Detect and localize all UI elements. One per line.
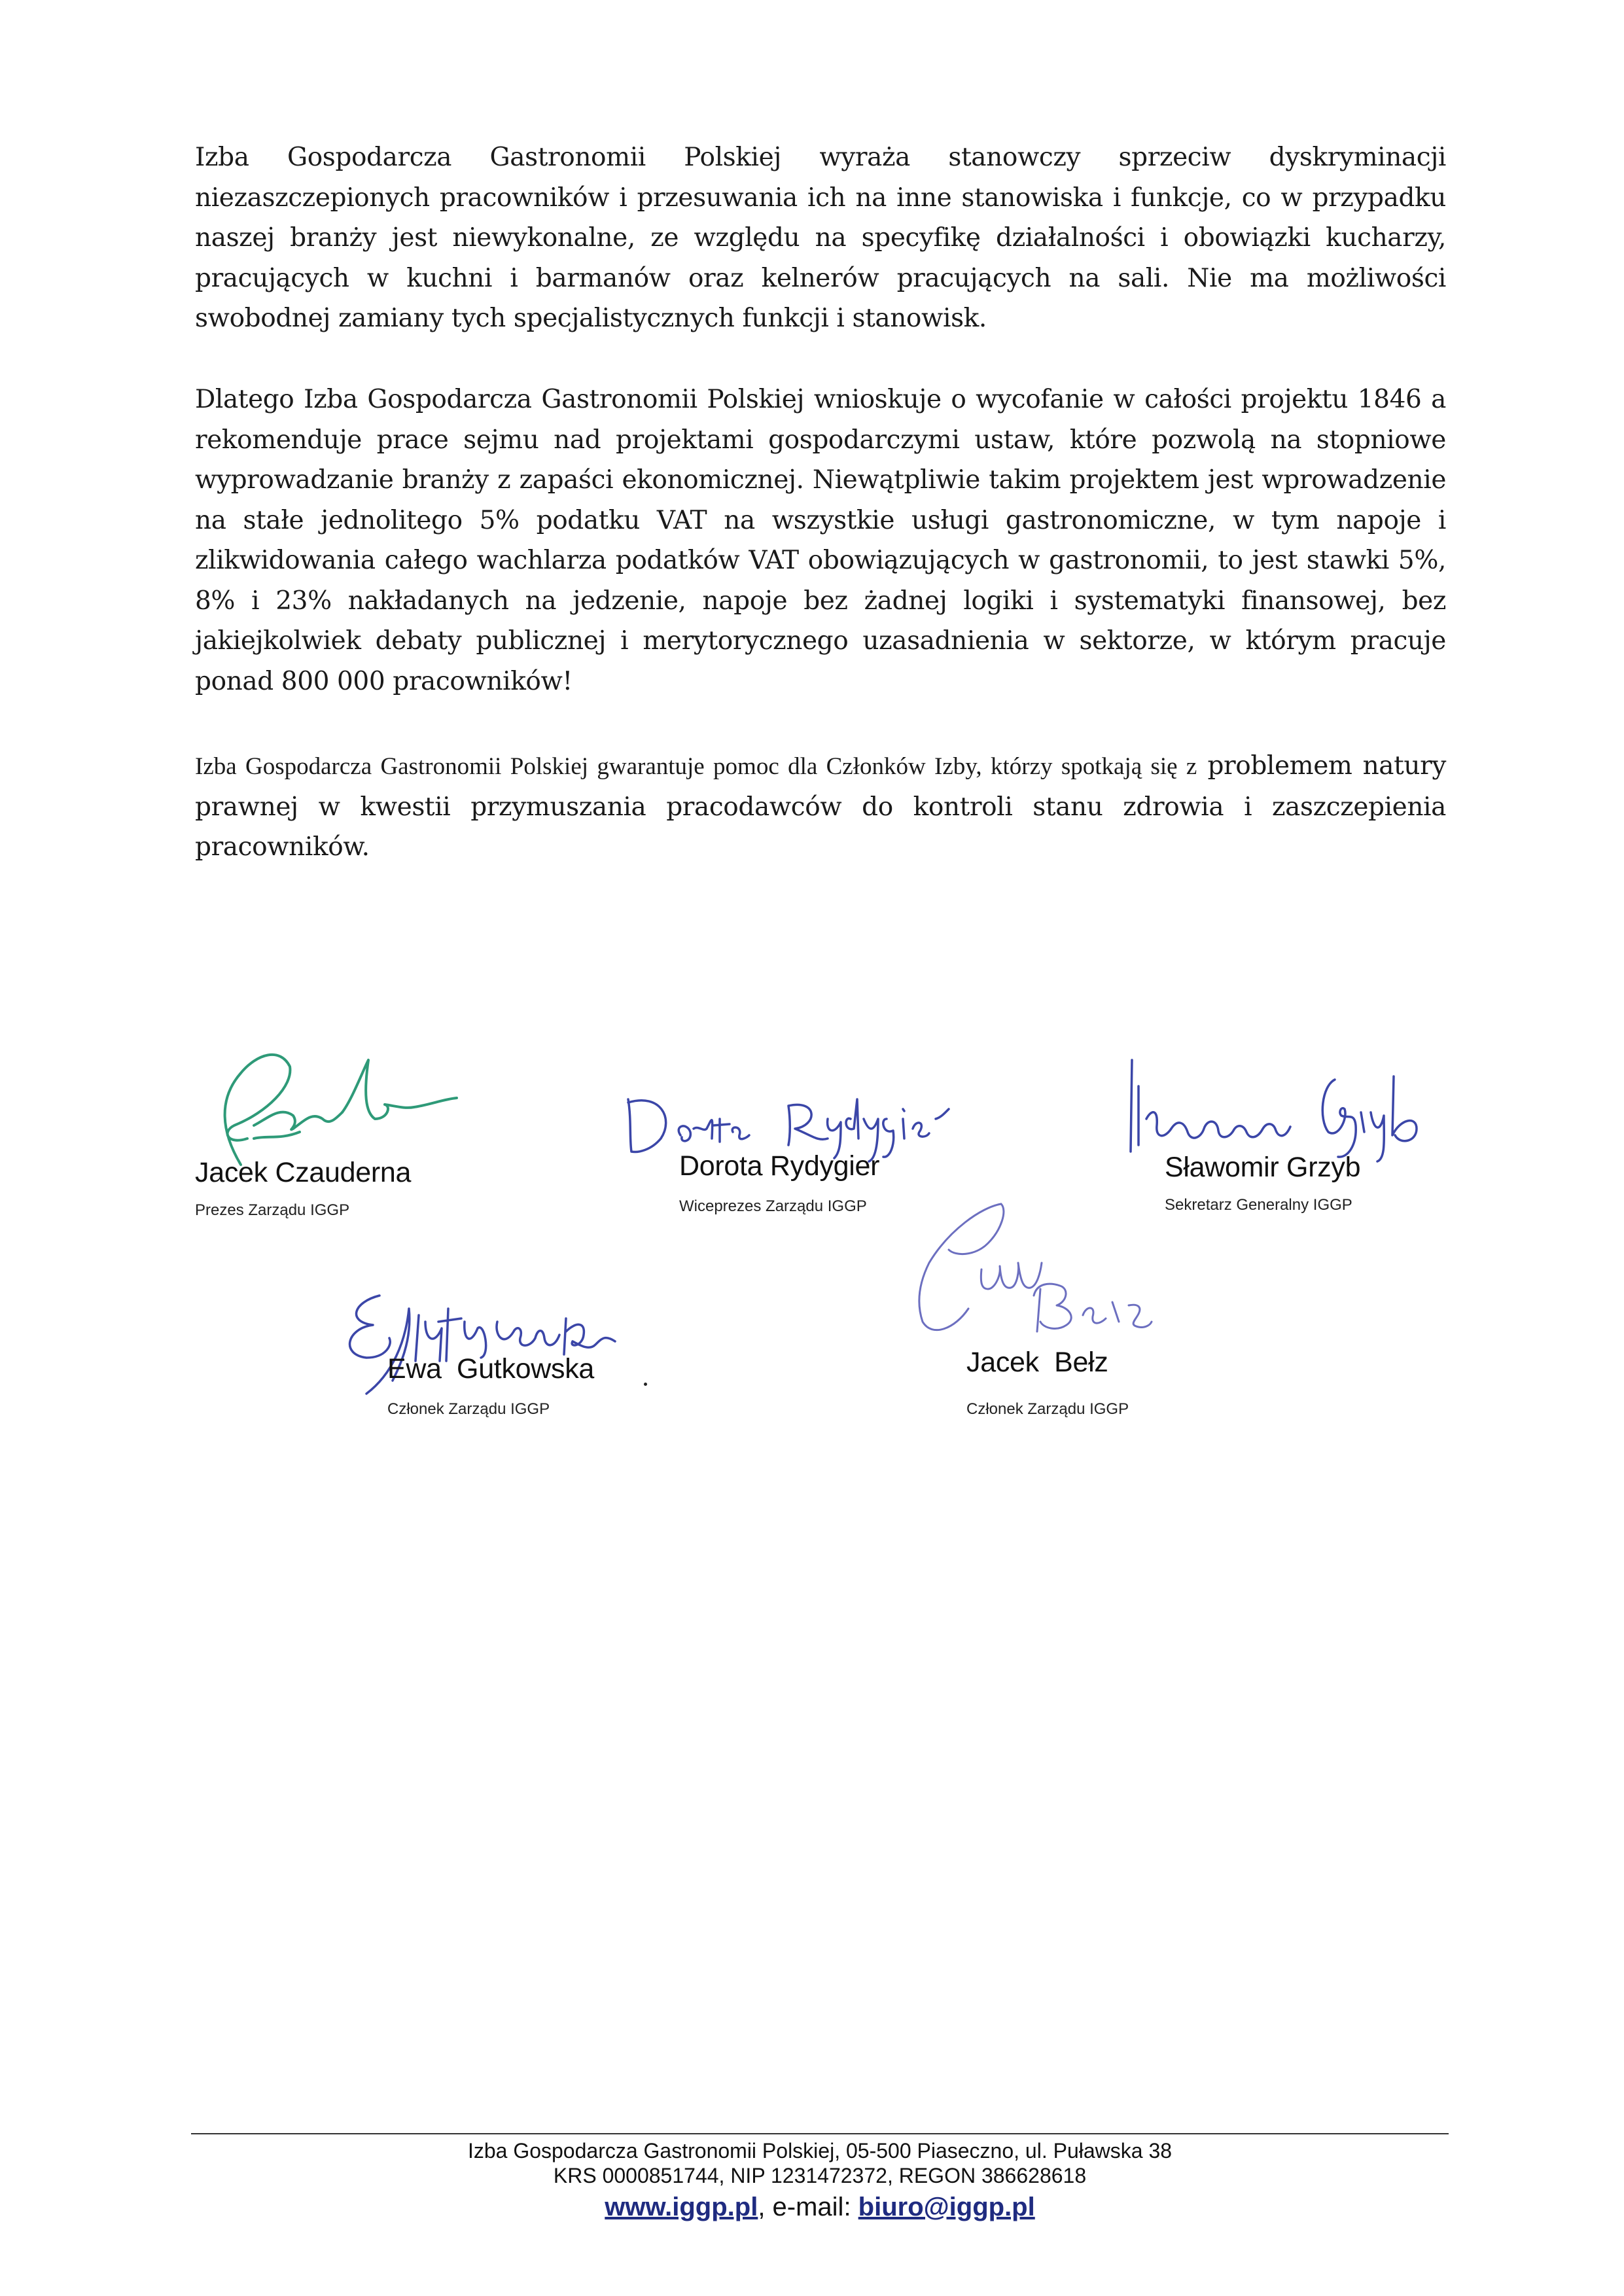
signatory-role-gutkowska: Członek Zarządu IGGP	[387, 1400, 550, 1418]
footer-address: Izba Gospodarcza Gastronomii Polskiej, 05-500 Piaseczno, ul. Puławska 38	[467, 2139, 1173, 2163]
paragraph-guarantee-line1: Izba Gospodarcza Gastronomii Polskiej gwarantuje pomoc dla Członków Izby, którzy spotkają się z	[195, 753, 1197, 780]
signatory-role-grzyb: Sekretarz Generalny IGGP	[1165, 1196, 1352, 1214]
signatory-name-grzyb: Sławomir Grzyb	[1165, 1152, 1361, 1183]
signature-grzyb	[1112, 1047, 1420, 1158]
email-link[interactable]: biuro@iggp.pl	[858, 2193, 1035, 2221]
signatory-name-belz: Jacek Bełz	[966, 1347, 1108, 1378]
footer-registry: KRS 0000851744, NIP 1231472372, REGON 386628618	[553, 2164, 1087, 2187]
email-label: , e-mail:	[758, 2193, 858, 2221]
footer-contact	[191, 2191, 1449, 2223]
footer	[191, 2138, 1449, 2223]
paragraph-objection: Izba Gospodarcza Gastronomii Polskiej wyraża stanowczy sprzeciw dyskryminacji niezaszczepionych pracowników i przesuwania ich na inne stanowiska i funkcje, co w przypadku naszej branży jest niewykonalne, ze względu na specyfikę działalności i obowiązki kucharzy, pracujących w kuchni i barmanów oraz kelnerów pracujących na sali. Nie ma możliwości swobodnej zamiany tych specjalistycznych funkcji i stanowisk.	[195, 143, 1446, 333]
signatory-name-gutkowska: Ewa Gutkowska	[387, 1353, 595, 1385]
signatory-name-rydygier: Dorota Rydygier	[679, 1150, 880, 1182]
paragraph-guarantee	[195, 746, 1446, 868]
signature-czauderna	[195, 1021, 457, 1178]
signatory-role-rydygier: Wiceprezes Zarządu IGGP	[679, 1197, 867, 1215]
signatory-name-czauderna: Jacek Czauderna	[195, 1157, 412, 1188]
paragraph-guarantee-rest: problemem natury prawnej w kwestii przymuszania pracodawców do kontroli stanu zdrowia i zaszczepienia pracowników.	[195, 751, 1447, 862]
paragraph-request: Dlatego Izba Gospodarcza Gastronomii Polskiej wnioskuje o wycofanie w całości projektu 1846 a rekomenduje prace sejmu nad projektami gospodarczymi ustaw, które pozwolą na stopniowe wyprowadzanie branży z zapaści ekonomicznej. Niewątpliwie takim projektem jest wprowadzenie na stałe jednolitego 5% podatku VAT na wszystkie usługi gastronomiczne, w tym napoje i zlikwidowania całego wachlarza podatków VAT obowiązujących w gastronomii, to jest stawki 5%, 8% i 23% nakładanych na jedzenie, napoje bez żadnej logiki i systematyki finansowej, bez jakiejkolwiek debaty publicznej i merytorycznego uzasadnienia w sektorze, w którym pracuje ponad 800 000 pracowników!	[195, 385, 1446, 696]
signatory-role-czauderna: Prezes Zarządu IGGP	[195, 1201, 350, 1219]
signatory-role-belz: Członek Zarządu IGGP	[966, 1400, 1129, 1418]
stray-dot	[644, 1383, 647, 1386]
footer-divider	[191, 2133, 1449, 2134]
website-link[interactable]: www.iggp.pl	[605, 2193, 758, 2221]
